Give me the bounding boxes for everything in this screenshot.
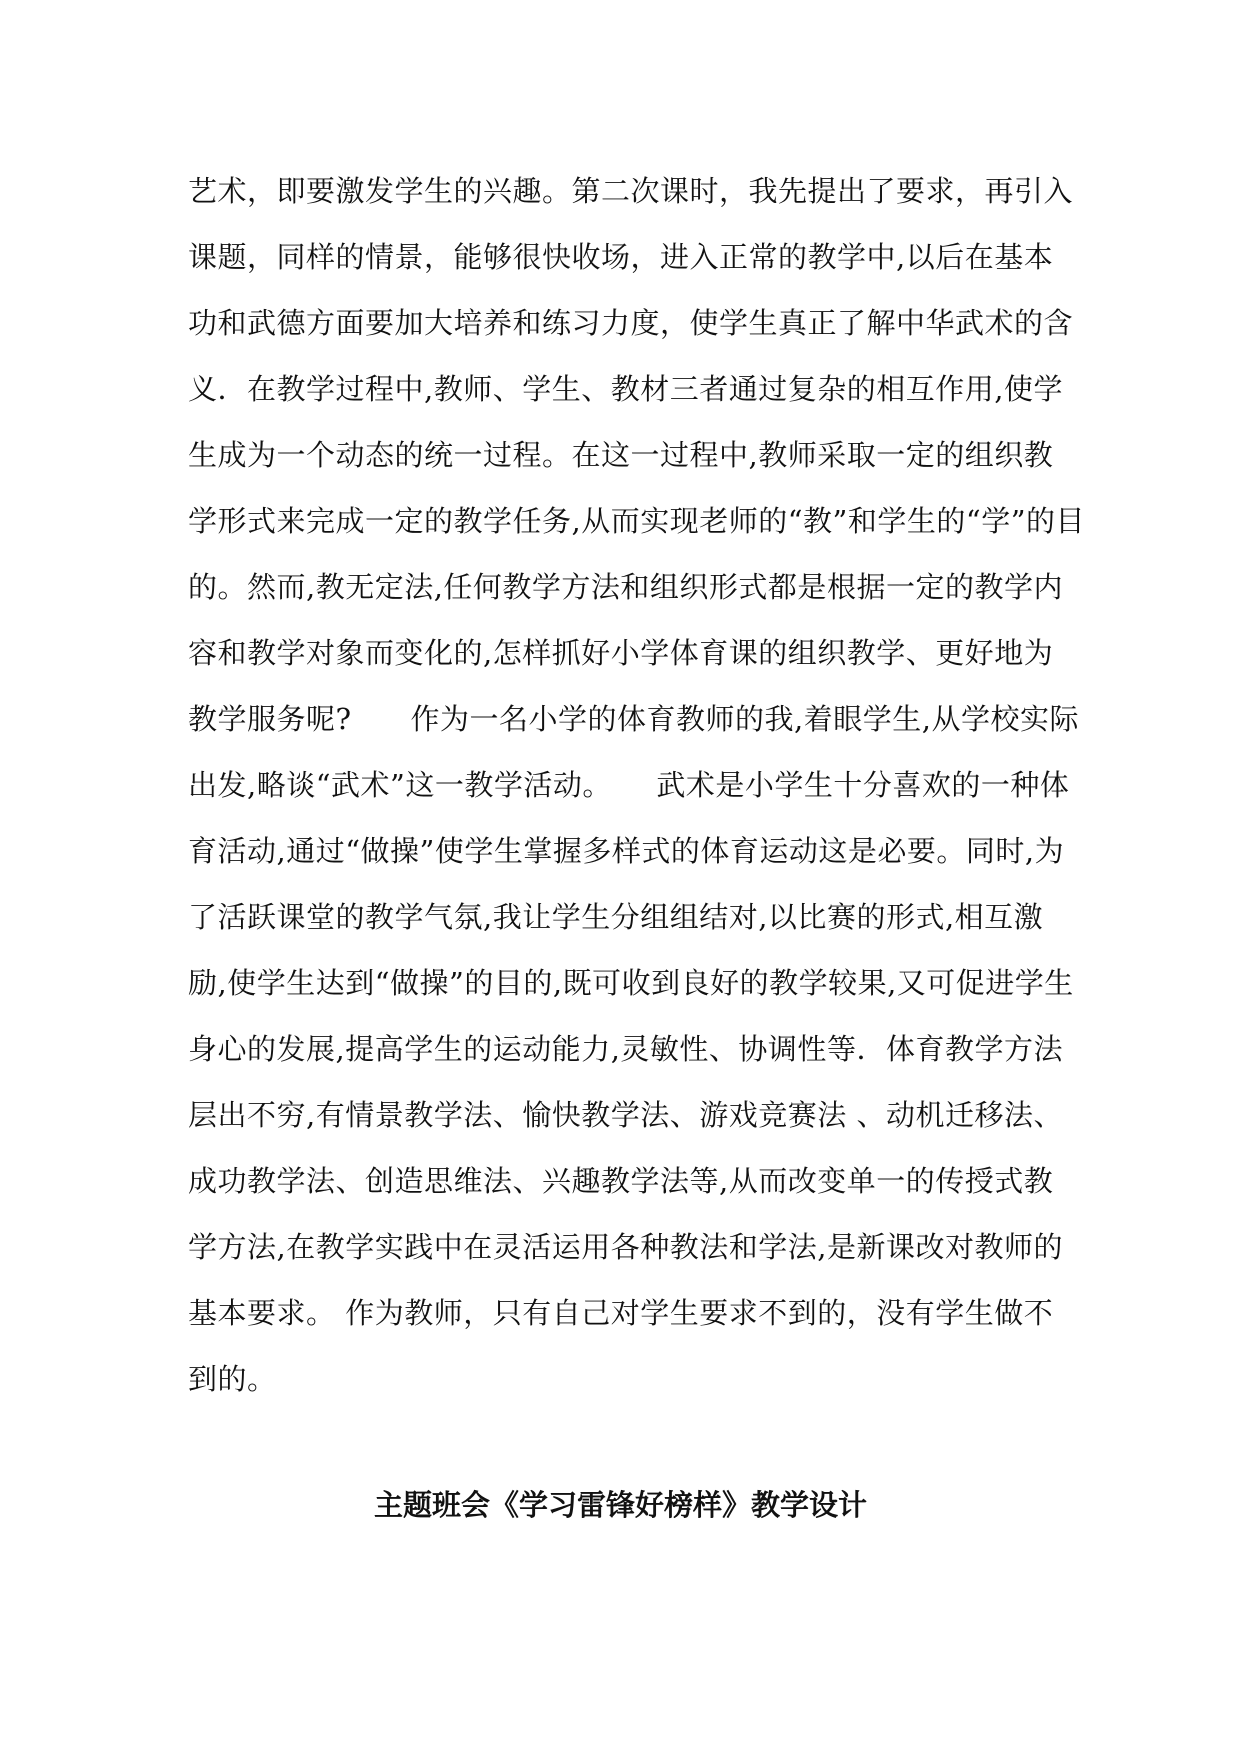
text-line-8: 容和教学对象而变化的,怎样抓好小学体育课的组织教学、更好地为	[188, 636, 1054, 670]
text-line-18: 基本要求。 作为教师，只有自己对学生要求不到的，没有学生做不	[188, 1296, 1054, 1330]
text-line-19: 到的。	[188, 1362, 277, 1396]
text-line-3: 功和武德方面要加大培养和练习力度，使学生真正了解中华武术的含	[188, 306, 1074, 340]
text-line-14: 身心的发展,提高学生的运动能力,灵敏性、协调性等．体育教学方法	[188, 1032, 1063, 1066]
text-line-16: 成功教学法、创造思维法、兴趣教学法等,从而改变单一的传授式教	[188, 1164, 1054, 1198]
body-paragraph	[188, 158, 1086, 1412]
text-line-13: 励,使学生达到“做操”的目的,既可收到良好的教学较果,又可促进学生	[188, 966, 1074, 1000]
text-line-11: 育活动,通过“做操”使学生掌握多样式的体育运动这是必要。同时,为	[188, 834, 1065, 868]
text-line-1: 艺术，即要激发学生的兴趣。第二次课时，我先提出了要求，再引入	[188, 174, 1074, 208]
text-line-12: 了活跃课堂的教学气氛,我让学生分组组结对,以比赛的形式,相互激	[188, 900, 1044, 934]
text-line-10: 出发,略谈“武术”这一教学活动。 武术是小学生十分喜欢的一种体	[188, 768, 1070, 802]
text-line-5: 生成为一个动态的统一过程。在这一过程中,教师采取一定的组织教	[188, 438, 1054, 472]
text-line-6: 学形式来完成一定的教学任务,从而实现老师的“教”和学生的“学”的目	[188, 504, 1086, 538]
text-line-17: 学方法,在教学实践中在灵活运用各种教法和学法,是新课改对教师的	[188, 1230, 1063, 1264]
text-line-2: 课题，同样的情景，能够很快收场，进入正常的教学中,以后在基本	[188, 240, 1054, 274]
text-line-15: 层出不穷,有情景教学法、愉快教学法、游戏竞赛法 、动机迁移法、	[188, 1098, 1063, 1132]
text-line-7: 的。然而,教无定法,任何教学方法和组织形式都是根据一定的教学内	[188, 570, 1063, 604]
text-line-9: 教学服务呢? 作为一名小学的体育教师的我,着眼学生,从学校实际	[188, 702, 1079, 736]
text-line-4: 义．在教学过程中,教师、学生、教材三者通过复杂的相互作用,使学	[188, 372, 1063, 406]
section-heading: 主题班会《学习雷锋好榜样》教学设计	[373, 1488, 867, 1522]
